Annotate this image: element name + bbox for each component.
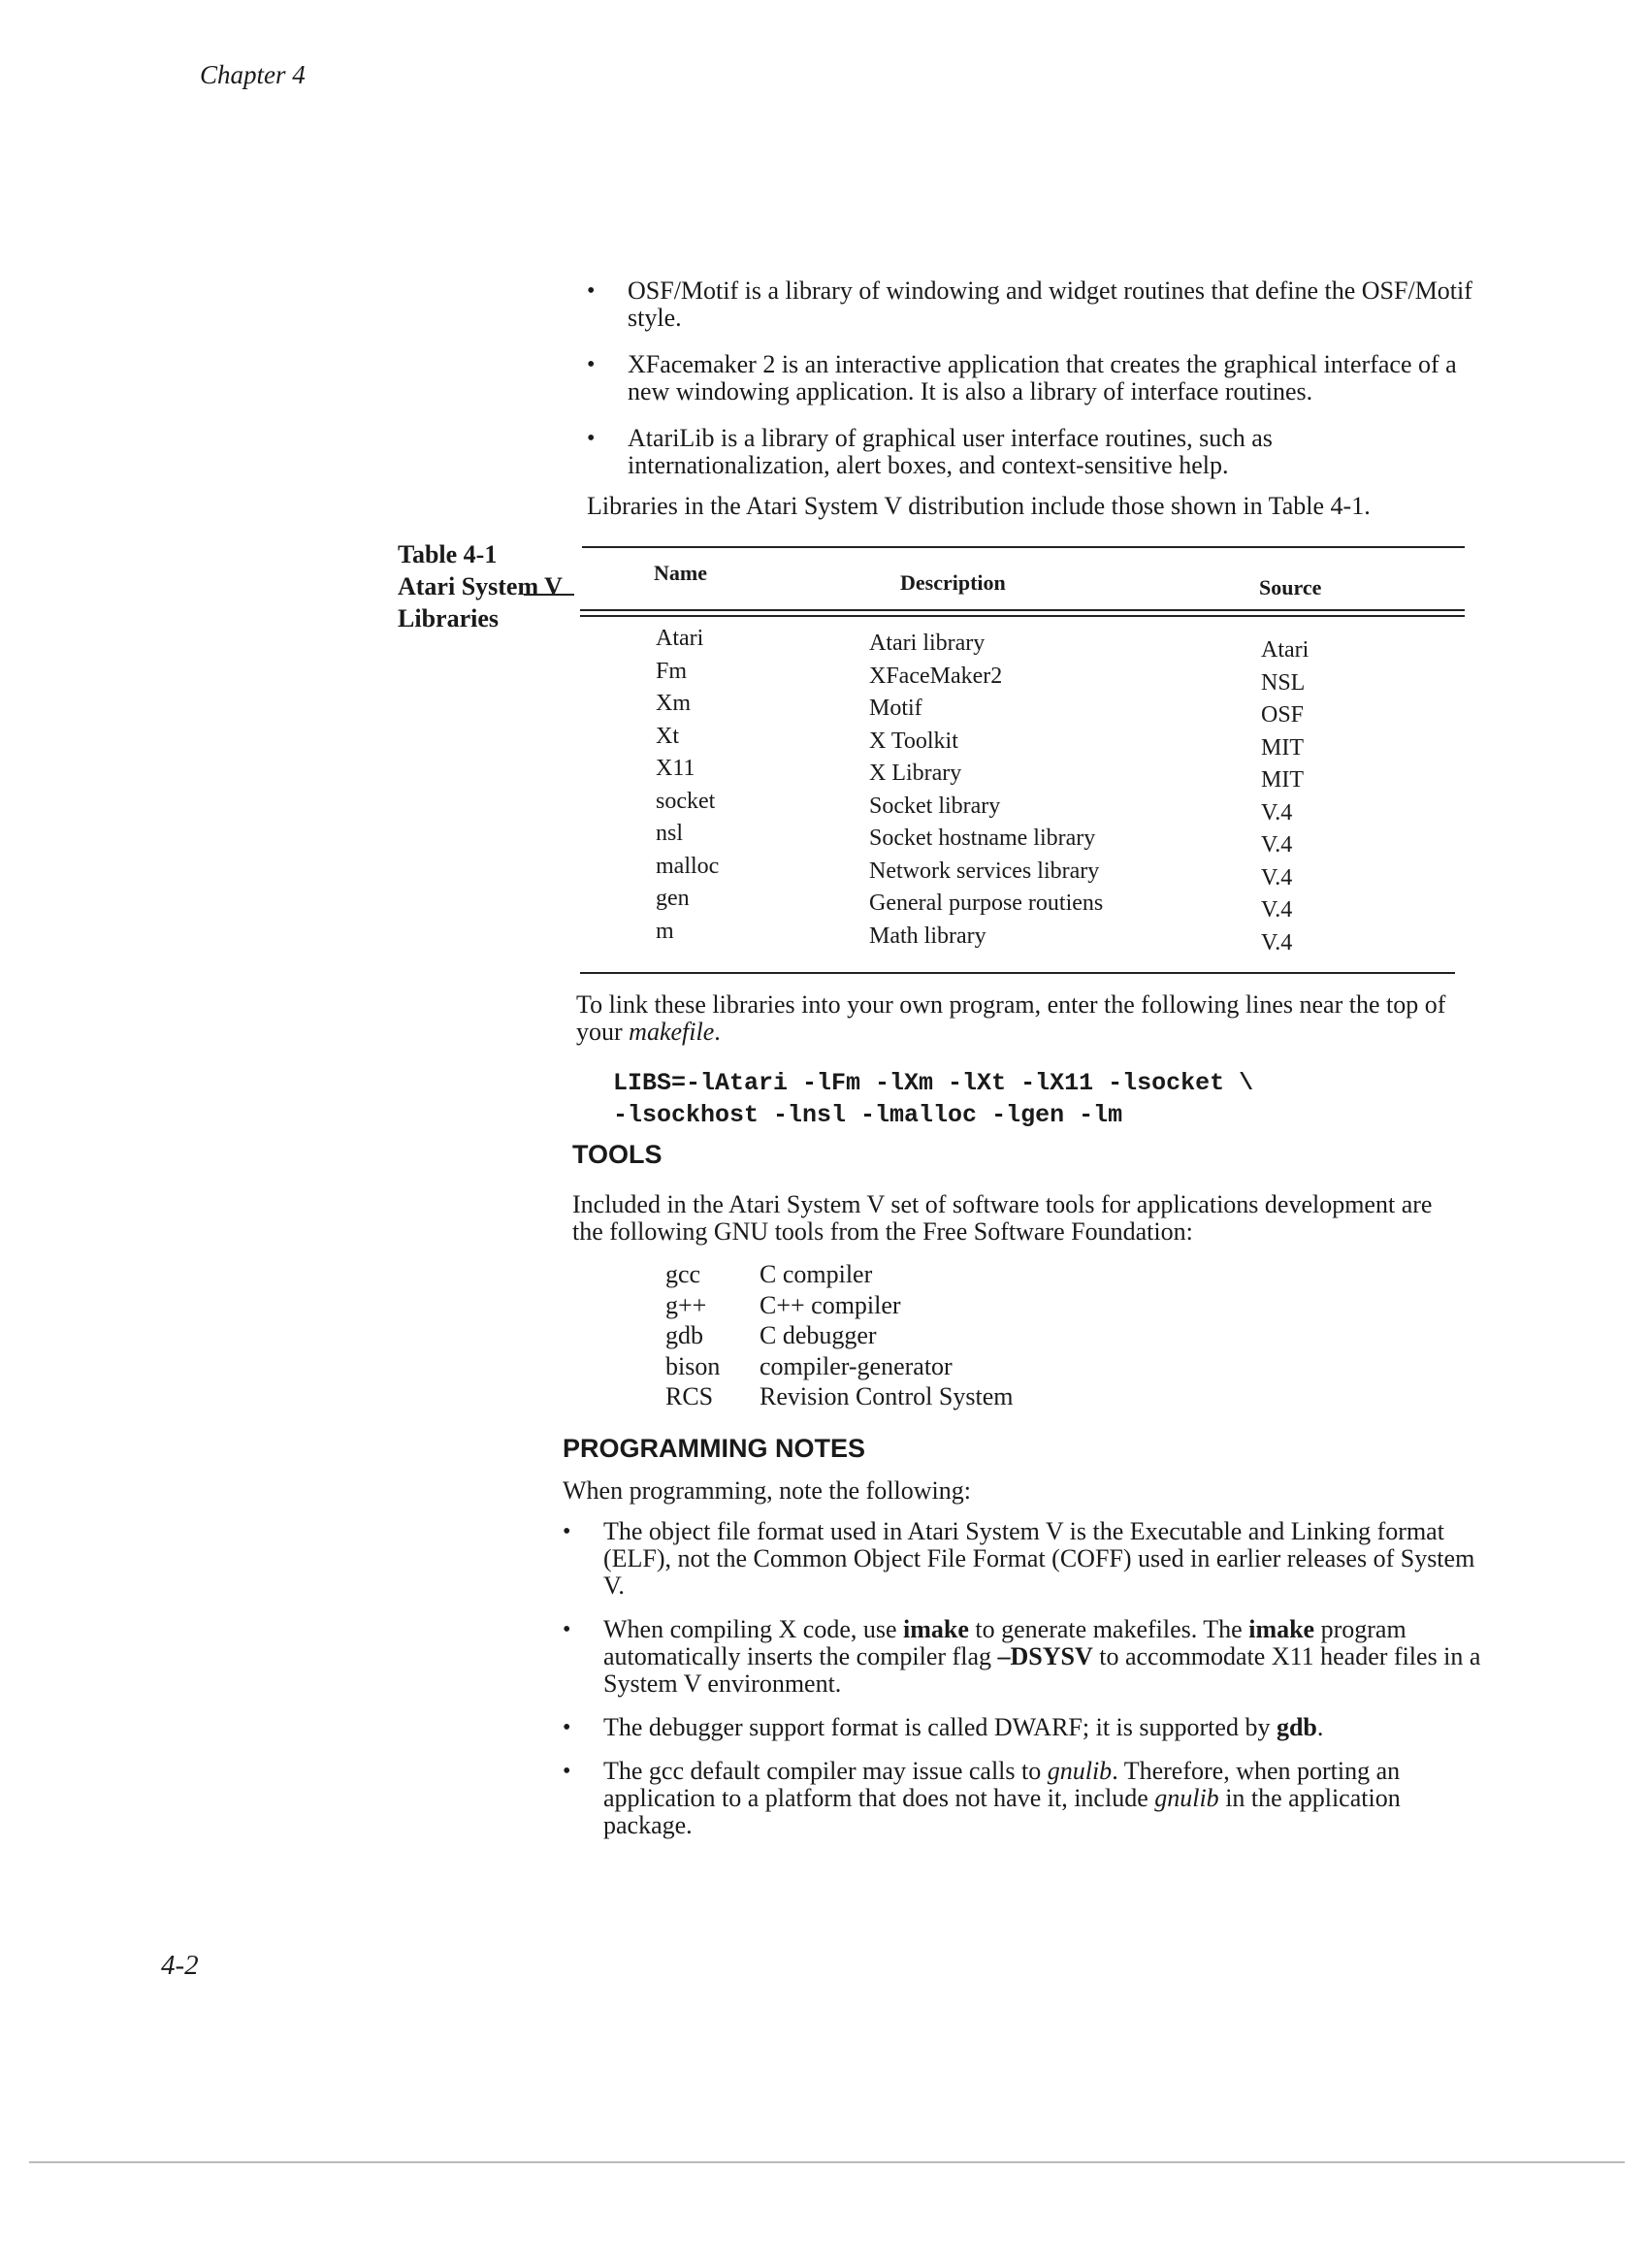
table-cell-source: V.4 (1261, 897, 1293, 923)
gnulib-term: gnulib (1047, 1757, 1113, 1785)
bullet-text: AtariLib is a library of graphical user interface routines, such as internationalization, alert boxes, and context-sensitive help. (628, 424, 1273, 479)
tool-description: compiler-generator (760, 1351, 953, 1380)
note-text-part: in the application package. (603, 1784, 1401, 1839)
tools-intro: Included in the Atari System V set of software tools for applications development are the following GNU tools from the Free Software Foundation: (572, 1190, 1433, 1246)
gnulib-term: gnulib (1154, 1784, 1219, 1812)
gdb-term: gdb (1276, 1713, 1317, 1741)
link-text-end: . (714, 1018, 721, 1046)
note-text: The object file format used in Atari System V is the Executable and Linking format (ELF), not the Common Object File Format (COFF) used in earlier releases of System V. (603, 1517, 1475, 1600)
table-header-rule (580, 609, 1465, 617)
imake-term: imake (903, 1615, 969, 1643)
note-text-part: The debugger support format is called DWARF; it is supported by (603, 1713, 1277, 1741)
note-item (563, 1758, 1484, 1839)
intro-bullet-list (587, 277, 1479, 479)
bullet-text: OSF/Motif is a library of windowing and widget routines that define the OSF/Motif style. (628, 276, 1472, 332)
table-cell-description: X Toolkit (869, 728, 958, 754)
tool-name: gcc (665, 1260, 701, 1288)
note-text-part: program automatically inserts the compiler flag (603, 1615, 1406, 1670)
table-cell-name: X11 (656, 756, 695, 781)
table-title-line1: Atari System V (398, 572, 563, 600)
table-cell-source: V.4 (1261, 832, 1293, 858)
table-cell-name: socket (656, 788, 716, 814)
bullet-dot-icon: • (563, 1519, 571, 1544)
tool-name: g++ (665, 1290, 707, 1319)
table-cell-name: Atari (656, 626, 704, 651)
bullet-dot-icon: • (563, 1617, 571, 1642)
bullet-dot-icon: • (563, 1759, 571, 1784)
link-paragraph (576, 991, 1449, 1046)
caption-leader-rule (524, 594, 574, 596)
table-cell-name: gen (656, 886, 690, 911)
table-header-description: Description (900, 570, 1006, 595)
code-block (613, 1067, 1253, 1131)
table-cell-source: OSF (1261, 702, 1305, 728)
tool-description: C compiler (760, 1260, 873, 1288)
tool-name: RCS (665, 1382, 714, 1410)
chapter-header: Chapter 4 (200, 60, 306, 89)
note-text-part: . (1316, 1713, 1324, 1741)
table-cell-description: Network services library (869, 858, 1100, 884)
table-cell-description: Atari library (869, 631, 986, 656)
imake-term: imake (1248, 1615, 1315, 1643)
table-column-description (869, 628, 1103, 953)
bullet-dot-icon: • (587, 352, 596, 377)
note-item (563, 1714, 1484, 1741)
bullet-item (587, 277, 1479, 332)
table-number: Table 4-1 (398, 540, 498, 568)
tool-description: C debugger (760, 1321, 877, 1349)
table-cell-description: Motif (869, 696, 922, 721)
tool-name: bison (665, 1351, 721, 1380)
table-cell-name: m (656, 918, 674, 944)
table-cell-name: malloc (656, 853, 720, 879)
note-text (603, 1757, 1401, 1839)
table-cell-source: V.4 (1261, 799, 1293, 826)
table-column-source (1261, 634, 1309, 959)
bullet-item (587, 351, 1479, 405)
bullet-dot-icon: • (587, 278, 596, 304)
link-text: To link these libraries into your own program, enter the following lines near the top of your (576, 990, 1446, 1046)
table-cell-source: NSL (1261, 669, 1306, 696)
programming-notes-heading: PROGRAMMING NOTES (563, 1434, 866, 1463)
table-title-line2: Libraries (398, 604, 499, 632)
table-cell-description: X Library (869, 761, 962, 786)
table-cell-source: V.4 (1261, 929, 1293, 956)
tools-name-column (665, 1259, 720, 1412)
page-bottom-edge (29, 2161, 1625, 2163)
table-top-rule (582, 546, 1465, 548)
table-caption (398, 538, 563, 634)
note-item (563, 1616, 1484, 1698)
table-cell-description: XFaceMaker2 (869, 663, 1003, 689)
programming-notes-intro: When programming, note the following: (563, 1476, 971, 1505)
table-header-name: Name (654, 561, 707, 585)
table-bottom-rule (580, 972, 1455, 974)
note-text-part: The gcc default compiler may issue calls to (603, 1757, 1048, 1785)
tool-description: C++ compiler (760, 1290, 901, 1319)
note-text-part: . Therefore, when porting an application to a platform that does not have it, include (603, 1757, 1401, 1812)
table-cell-description: Socket hostname library (869, 826, 1096, 851)
table-cell-source: MIT (1261, 734, 1304, 761)
programming-notes-list (563, 1518, 1484, 1856)
table-cell-source: MIT (1261, 767, 1304, 793)
table-cell-name: nsl (656, 821, 684, 846)
tools-heading: TOOLS (572, 1140, 663, 1169)
table-cell-description: Socket library (869, 793, 1001, 819)
makefile-term: makefile (629, 1018, 715, 1046)
dsysv-flag: –DSYSV (997, 1642, 1093, 1670)
bullet-text: XFacemaker 2 is an interactive application that creates the graphical interface of a new windowing application. It is also a library of interface routines. (628, 350, 1457, 405)
tool-description: Revision Control System (760, 1382, 1014, 1410)
table-cell-name: Xt (656, 723, 679, 749)
table-cell-description: Math library (869, 923, 986, 949)
note-text-part: to generate makefiles. The (968, 1615, 1249, 1643)
table-column-name (656, 623, 719, 948)
table-header-source: Source (1259, 575, 1322, 599)
bullet-dot-icon: • (587, 426, 596, 451)
note-text (603, 1615, 1480, 1698)
table-cell-description: General purpose routiens (869, 891, 1104, 916)
note-text-part: When compiling X code, use (603, 1615, 904, 1643)
code-line: -lsockhost -lnsl -lmalloc -lgen -lm (613, 1101, 1123, 1129)
libraries-intro: Libraries in the Atari System V distribution include those shown in Table 4-1. (587, 492, 1371, 520)
tool-name: gdb (665, 1321, 703, 1349)
note-item (563, 1518, 1484, 1600)
code-line: LIBS=-lAtari -lFm -lXm -lXt -lX11 -lsocket \ (613, 1069, 1254, 1097)
table-cell-name: Xm (656, 691, 691, 716)
table-cell-name: Fm (656, 658, 688, 684)
bullet-dot-icon: • (563, 1715, 571, 1740)
tools-description-column (760, 1259, 1013, 1412)
bullet-item (587, 425, 1479, 479)
table-cell-source: Atari (1261, 637, 1310, 663)
page-number: 4-2 (161, 1950, 199, 1981)
table-cell-source: V.4 (1261, 864, 1293, 891)
note-text (603, 1713, 1323, 1741)
note-text-part: to accommodate X11 header files in a System V environment. (603, 1642, 1481, 1698)
